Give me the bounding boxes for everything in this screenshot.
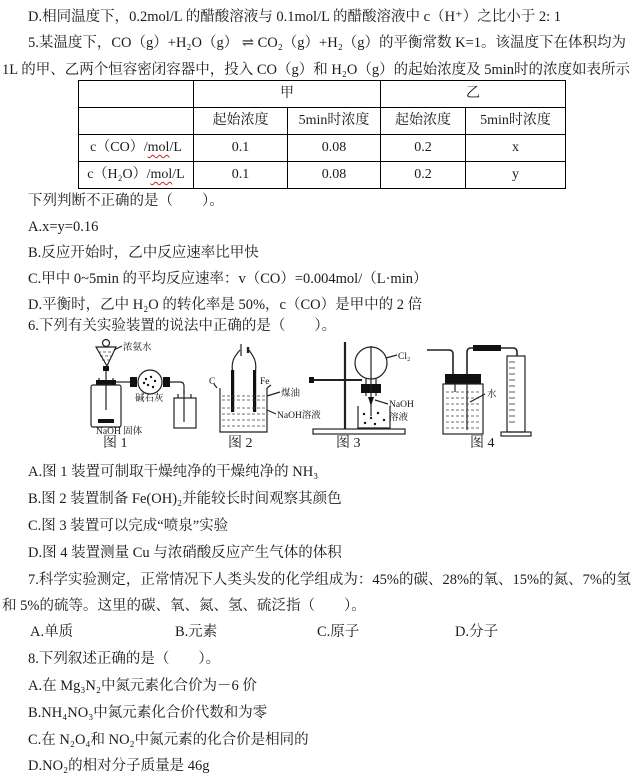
cell-value: 0.1 bbox=[194, 135, 288, 162]
q7-stem-line1: 7.科学实验测定，正常情况下人类头发的化学组成为：45%的碳、28%的氧、15%的氮、7%的氢 bbox=[28, 572, 631, 588]
row-label-h2o bbox=[79, 162, 194, 189]
rubber-stopper-icon bbox=[445, 374, 481, 384]
empty-cell bbox=[79, 81, 194, 108]
q6-option-b: B.图 2 装置制备 Fe(OH)₂并能较长时间观察其颜色 bbox=[28, 491, 342, 507]
concentration-table bbox=[78, 80, 566, 189]
solution-label: NaOH溶液 bbox=[277, 411, 321, 421]
water-fill bbox=[446, 392, 480, 428]
q7-option-b: B.元素 bbox=[175, 624, 218, 640]
empty-cell bbox=[79, 108, 194, 135]
group-header-jia: 甲 bbox=[194, 81, 381, 108]
cylinder-base-icon bbox=[501, 432, 531, 436]
prev-option-d: D.相同温度下，0.2mol/L 的醋酸溶液与 0.1mol/L 的醋酸溶液中 c（H⁺）之比小于 2: 1 bbox=[28, 9, 561, 25]
q5-option-d: D.平衡时，乙中 H₂O 的转化率是 50%，c（CO）是甲中的 2 倍 bbox=[28, 297, 423, 313]
row-label-prefix: c（CO）/ bbox=[90, 140, 148, 155]
funnel-liquid-hatch bbox=[98, 352, 114, 360]
q6-option-d: D.图 4 装置测量 Cu 与浓硝酸反应产生气体的体积 bbox=[28, 545, 342, 561]
label-pointer bbox=[267, 392, 280, 396]
drying-ball-icon bbox=[138, 370, 162, 394]
q6-option-c: C.图 3 装置可以完成“喷泉”实验 bbox=[28, 518, 229, 534]
kerosene-label: 煤油 bbox=[281, 389, 301, 399]
subheader: 起始浓度 bbox=[381, 108, 466, 135]
cell-value: 0.08 bbox=[288, 135, 381, 162]
cylinder-ticks bbox=[509, 362, 515, 422]
cell-value: 0.08 bbox=[288, 162, 381, 189]
figure-1-caption: 图 1 bbox=[103, 436, 128, 451]
q8-option-a: A.在 Mg₃N₂中氮元素化合价为－6 价 bbox=[28, 678, 257, 694]
dryer-label: 碱石灰 bbox=[135, 394, 164, 404]
subheader: 起始浓度 bbox=[194, 108, 288, 135]
cell-value: 0.2 bbox=[381, 135, 466, 162]
connector-icon bbox=[163, 377, 170, 387]
q8-option-b: B.NH₄NO₃中氮元素化合价代数和为零 bbox=[28, 705, 268, 721]
cell-value: y bbox=[466, 162, 566, 189]
q5-stem-line1: 5.某温度下，CO（g）+H₂O（g） ⇌ CO₂（g）+H₂（g）的平衡常数 K=1。该温度下在体积均为 bbox=[28, 35, 627, 51]
subheader: 5min时浓度 bbox=[288, 108, 381, 135]
figure-3 bbox=[305, 336, 417, 441]
cell-value: 0.2 bbox=[381, 162, 466, 189]
q8-option-d: D.NO₂的相对分子质量是 46g bbox=[28, 758, 210, 774]
figure-1 bbox=[78, 338, 210, 441]
q7-option-a: A.单质 bbox=[30, 624, 74, 640]
electrode-right-label: Fe bbox=[260, 377, 270, 387]
row-label-unit: mol bbox=[147, 140, 170, 155]
q6-stem: 6.下列有关实验装置的说法中正确的是（ ）。 bbox=[28, 318, 337, 334]
figure-2 bbox=[197, 342, 322, 439]
q8-option-c: C.在 N₂O₄和 NO₂中氮元素的化合价是相同的 bbox=[28, 732, 309, 748]
clamp-end bbox=[309, 377, 314, 383]
delivery-tube bbox=[170, 382, 184, 394]
table-row-co bbox=[79, 135, 566, 162]
collecting-bottle-icon bbox=[174, 398, 196, 428]
label-pointer bbox=[267, 410, 276, 414]
dropper-icon bbox=[368, 397, 374, 406]
naoh-solution bbox=[222, 408, 265, 426]
solution-label: 溶液 bbox=[389, 413, 409, 423]
row-label-suffix: /L bbox=[172, 167, 185, 182]
q8-stem: 8.下列叙述正确的是（ ）。 bbox=[28, 651, 221, 667]
group-header-yi: 乙 bbox=[381, 81, 566, 108]
subheader: 5min时浓度 bbox=[466, 108, 566, 135]
iron-electrode-icon bbox=[253, 370, 256, 412]
q5-option-a: A.x=y=0.16 bbox=[28, 219, 99, 235]
wash-bottle-icon bbox=[443, 384, 483, 434]
stopcock-icon bbox=[103, 366, 109, 371]
figure-2-drawing bbox=[197, 342, 322, 434]
connector-icon bbox=[130, 377, 137, 387]
q5-option-c: C.甲中 0~5min 的平均反应速率：v（CO）=0.004mol/（L·min） bbox=[28, 271, 428, 287]
electrode-left-label: C bbox=[209, 377, 216, 387]
tube-clamp-icon bbox=[473, 345, 501, 351]
row-label-suffix: /L bbox=[169, 140, 182, 155]
q7-stem-line2: 和 5%的硫等。这里的碳、氧、氮、氢、硫泛指（ ）。 bbox=[2, 598, 366, 614]
apparatus-figures bbox=[0, 336, 636, 456]
inlet-tube-icon bbox=[427, 350, 453, 376]
table-row-h2o bbox=[79, 162, 566, 189]
q7-option-d: D.分子 bbox=[455, 624, 499, 640]
bottle-label: NaOH 固体 bbox=[96, 427, 143, 437]
q5-stem-line2: 1L 的甲、乙两个恒容密闭容器中，投入 CO（g）和 H₂O（g）的起始浓度及 5min时的浓度如表所示 bbox=[2, 62, 631, 78]
row-label-unit: mol bbox=[150, 167, 173, 182]
cell-value: x bbox=[466, 135, 566, 162]
kerosene-layer bbox=[222, 396, 265, 400]
q7-option-c: C.原子 bbox=[317, 624, 360, 640]
q5-option-b: B.反应开始时，乙中反应速率比甲快 bbox=[28, 245, 259, 261]
water-label: 水 bbox=[487, 390, 497, 400]
table-row-subheaders bbox=[79, 108, 566, 135]
q6-option-a: A.图 1 装置可制取干燥纯净的干燥纯净的 NH₃ bbox=[28, 464, 319, 480]
graduated-cylinder-icon bbox=[507, 356, 525, 432]
naoh-solid-icon bbox=[98, 419, 114, 423]
reagent-label: NaOH bbox=[389, 400, 414, 410]
table-row-groups bbox=[79, 81, 566, 108]
carbon-electrode-icon bbox=[231, 370, 234, 412]
stopper-icon bbox=[96, 380, 116, 385]
funnel-label: 浓氨水 bbox=[123, 343, 152, 353]
label-pointer bbox=[375, 400, 388, 404]
figure-3-caption: 图 3 bbox=[336, 436, 361, 451]
figure-2-caption: 图 2 bbox=[228, 436, 253, 451]
figure-4 bbox=[425, 340, 535, 441]
row-label-prefix: c（H₂O）/ bbox=[87, 167, 151, 182]
figure-4-drawing bbox=[425, 340, 535, 436]
figure-3-drawing bbox=[305, 336, 417, 436]
funnel-knob-icon bbox=[103, 340, 110, 347]
gas-label: Cl₂ bbox=[398, 352, 411, 362]
q5-prompt: 下列判断不正确的是（ ）。 bbox=[28, 193, 224, 209]
dropping-funnel-icon bbox=[96, 347, 116, 366]
beaker-icon bbox=[358, 406, 390, 428]
figure-4-caption: 图 4 bbox=[470, 436, 495, 451]
label-pointer bbox=[386, 355, 397, 358]
cell-value: 0.1 bbox=[194, 162, 288, 189]
figure-1-drawing bbox=[78, 338, 210, 436]
row-label-co bbox=[79, 135, 194, 162]
